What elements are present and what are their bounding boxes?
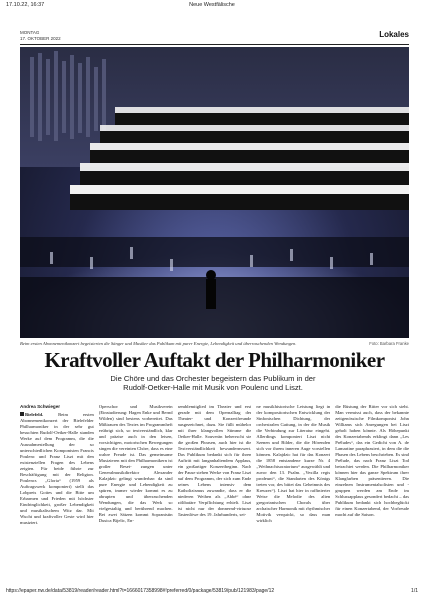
- concert-photo: [20, 47, 409, 338]
- photo-credit: Foto: Barbara Franke: [369, 341, 409, 346]
- article-column-5: die Rüstung der Ritter vor sich sieht. Man vermisst auch, dass der bekannte zeitgenössische Filmkomponist John Williams sich Anregungen bei Liszt geholt haben könnte. Als Höhepunkt des Konzertabends erklingt dann „Les Préludes“, das ein Gedicht von A. de Lamartine paraphrasiert, in dem die die Phasen des Lebens beschrieben. Es sind Prélude, das nach Franz Liszt Tod betrachtet werden. Die Philharmoniker können hier das ganze Spektrum ihrer Klangfarben präsentieren. Die einzelnen Instrumentalsolisten und -gruppen werden am Ende im Schlussapplaus gesondert bedacht – das Publikum bedankt sich hochbeglückt für einen Konzertabend, der Vorfreude macht auf die Saison.: [335, 404, 409, 517]
- dateline: [20, 30, 61, 41]
- header-rule: [20, 44, 409, 45]
- page-url[interactable]: https://epaper.nw.de/data/53819/reader/reader.html?t=1666017358998#!preferred/0/package/53819/pub/121983/page/12: [6, 588, 275, 594]
- article-author: Andrea Schwieger: [20, 404, 61, 409]
- newspaper-page: [20, 30, 409, 575]
- browser-print-footer: [6, 588, 418, 596]
- bullet-square-icon: [20, 412, 24, 416]
- concert-photo-illustration: [20, 47, 409, 338]
- print-timestamp: 17.10.22, 16:37: [6, 2, 45, 8]
- section-title: Lokales: [379, 30, 409, 39]
- article-body: [20, 404, 409, 564]
- photo-caption: Beim ersten Abonnementkonzert begeisterten die Sänger und Musiker das Publikum mit purer Energie, Lebendigkeit und überraschenden Wendungen.: [20, 341, 297, 346]
- dateline-date: 17. OKTOBER 2022: [20, 35, 61, 41]
- article-subhead: Die Chöre und das Orchester begeistern das Publikum in der Rudolf-Oetker-Halle mit Musik von Poulenc und Liszt.: [110, 374, 316, 392]
- article-place: Bielefeld.: [25, 412, 44, 417]
- browser-print-header: [6, 2, 418, 12]
- publication-name: Neue Westfälische: [189, 2, 235, 8]
- dateline-day: MONTAG: [20, 30, 40, 35]
- article-column-3: semblemitglied im Theater und erst gerade mit dem Opernalltag der Theater- und Konzertfreunde ausgezeichnet, dazu. Sie füllt mühelos mit ihrer klangvollen Stimme die Oetker-Halle. Souverän beherrscht sie die großen Phrasen, auch hier ist die Textverständlichkeit bewundernswert. Das Publikum bedankt sich für ihren Auftritt mit langanhaltendem Applaus, ein großartiger Konzertbeginn. Nach der Pause stehen Werke von Franz Liszt auf dem Programm, der sich zum Ende seines Lebens intensiv dem Katholizismus zuwandte, dass er die niederen Weihen als „Abbé“ ohne zölibatäre Verpflichtung erhielt. Liszt ist nicht nur der donnernd-virtuose Tastenlöwe des 19. Jahrhunderts, sei-: [177, 404, 252, 517]
- article-headline: Kraftvoller Auftakt der Philharmoniker: [44, 348, 385, 372]
- article-column-1: [20, 404, 94, 564]
- page-count: 1/1: [411, 588, 418, 594]
- article-column-4: ne musikhistorische Leistung liegt in der kompositorischen Entwicklung der Sinfonischen Dichtung, der orchestralen Gattung, in der die Musik die Verbindung zur Literatur eingeht. Allerdings komponiert Liszt nicht Szenen und Bilder, die die Hörenden sich vor ihrem inneren Auge vorstellen können. Kalajdzic hat für das Konzert die 1858 entstandene kurze Nr. 4 „Weihnachtsoratorium“ ausgewählt und zuvor den 13. Psalm. „Vexilla regis prodeunt“, die Standarten des Königs treten vor, des bittet das Geheimnis des Kreuzes“). Liszt hat hier in raffinierter Weise die Melodie des alten gregorianischen Chorals über archaischer Harmonik mit rhythmischer Motivik verquickt, so dass man wirklich: [256, 404, 331, 523]
- article-column-2: Operschor und Musikverein (Einstudierung: Hagen Enke und Bernd Wilden) sind bestens vorbereitet. Das Mißtrauen des Textes im Programmheft erübrigt sich, so textverständlich, klar und präzise auch in den leisen, vorsichtigen, motorischen Bewegungen singen die vereinten Chöre, dass es eine wahre Freude ist. Das gemeinsame Musizieren mit den Philharmonikern ist großer Beset- zungen unter Generalmusikdirektor Alexander Kalajdzic gelingt wunderbar: da sind pure Energie und Lebendigkeit zu spüren, immer wieder kommt es zu abrupten und überraschenden Wendungen, die das Werk so vielgestaltig und berührend machen. Bei zwei Sätzen kommt Sopranistin Dusica Bijelic, En-: [98, 404, 173, 523]
- article-column-text: Beim ersten Abonnementkonzert der Bielefelder Philharmoniker in der sehr gut besuchten Rudolf-Oetker-Halle standen Werke auf dem Programm, die die Ausnahmestellung der so unterschiedlichen Komponisten Francis Poulenc und Franz Liszt mit den existenziellen Fragen des Lebens zeigten. Für beide führte zur Beschäftigung mit der Religion. Poulencs „Gloria“ (1959 als Auftragswerk komponiert) stellt das Lobpreis Gottes und die Bitte um Erbarmen und Frieden mit höchster Eindringlichkeit, großer Lebendigkeit und musikalischem Witz dar. Mit Wucht und kraftvoller Geste wird hier musiziert.: [20, 412, 94, 525]
